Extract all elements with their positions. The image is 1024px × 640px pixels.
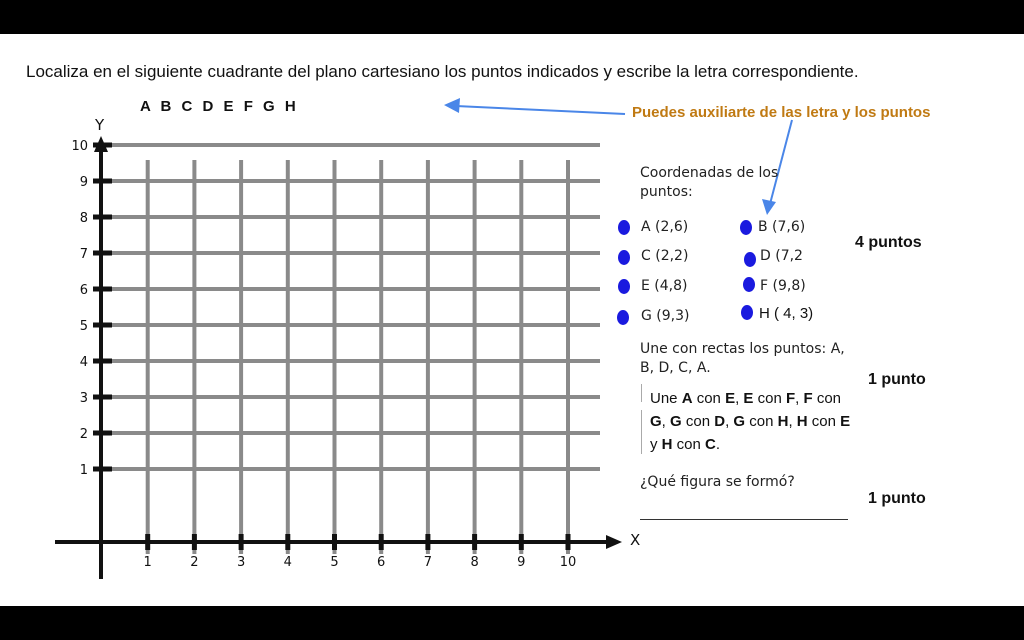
y-tick-label: 8 xyxy=(79,211,88,226)
point-label-f: F (9,8) xyxy=(760,278,806,294)
x-tick-label: 2 xyxy=(190,555,199,570)
point-dot-b xyxy=(740,220,752,235)
letter-f: F xyxy=(243,98,253,115)
x-tick-labels xyxy=(144,555,577,570)
x-tick-label: 3 xyxy=(236,555,246,570)
y-tick-label: 4 xyxy=(79,355,88,370)
text-cursor-bar xyxy=(641,384,642,402)
x-tick-label: 1 xyxy=(143,555,152,570)
letter-b: B xyxy=(160,98,172,115)
slide xyxy=(0,34,1024,606)
x-tick-label: 9 xyxy=(517,555,526,570)
y-tick-label: 9 xyxy=(79,175,88,190)
x-tick-label: 10 xyxy=(559,555,577,570)
y-tick-label: 7 xyxy=(79,247,88,262)
point-dot-e xyxy=(618,279,630,294)
point-label-g: G (9,3) xyxy=(641,308,690,324)
x-tick-label: 5 xyxy=(330,555,339,570)
y-tick-labels xyxy=(71,139,88,478)
hint-arrow-left xyxy=(444,98,625,114)
point-dot-d xyxy=(744,252,756,267)
point-label-b: B (7,6) xyxy=(758,219,806,235)
text-cursor-bar xyxy=(641,410,642,454)
question-text: ¿Qué figura se formó? xyxy=(640,474,795,490)
join-score: 1 punto xyxy=(868,371,926,388)
letter-c: C xyxy=(181,98,193,115)
point-label-h: H ( 4, 3) xyxy=(759,305,814,322)
instruction-text: Localiza en el siguiente cuadrante del plano cartesiano los puntos indicados y escribe la letra correspondiente. xyxy=(26,62,859,81)
y-tick-label: 5 xyxy=(79,319,88,334)
cartesian-plane xyxy=(0,34,1024,606)
join-instruction-2: Une A con E, E con F, F con G, G con D, G con H, H con E y H con C. xyxy=(650,390,851,453)
letter-d: D xyxy=(202,98,214,115)
x-axis-label: X xyxy=(630,531,641,549)
y-tick-label: 10 xyxy=(71,139,88,154)
axis-ticks xyxy=(93,145,568,550)
x-tick-label: 6 xyxy=(377,555,386,570)
coordinates-title: Coordenadas de los puntos: xyxy=(640,165,779,200)
letter-g: G xyxy=(263,98,275,115)
y-axis-label: Y xyxy=(95,116,105,134)
hint-text: Puedes auxiliarte de las letra y los puntos xyxy=(632,104,931,121)
point-dot-h xyxy=(741,305,753,320)
answer-line[interactable] xyxy=(640,519,848,520)
point-label-d: D (7,2 xyxy=(760,248,803,264)
y-tick-label: 1 xyxy=(79,463,88,478)
point-dot-g xyxy=(617,310,629,325)
question-score: 1 punto xyxy=(868,490,926,507)
point-label-c: C (2,2) xyxy=(641,248,689,264)
letter-e: E xyxy=(223,98,234,115)
point-dot-c xyxy=(618,250,630,265)
grid-lines xyxy=(103,145,600,554)
y-tick-label: 2 xyxy=(79,427,88,442)
x-axis-arrow xyxy=(606,535,622,549)
axes xyxy=(55,136,622,579)
point-dot-a xyxy=(618,220,630,235)
x-tick-label: 7 xyxy=(423,555,433,570)
points-score: 4 puntos xyxy=(855,234,922,251)
letter-a: A xyxy=(140,98,151,115)
point-dot-f xyxy=(743,277,755,292)
x-tick-label: 8 xyxy=(470,555,479,570)
letter-h: H xyxy=(284,98,296,115)
x-tick-label: 4 xyxy=(283,555,292,570)
point-label-a: A (2,6) xyxy=(641,219,689,235)
y-tick-label: 3 xyxy=(79,391,88,406)
point-label-e: E (4,8) xyxy=(641,278,688,294)
y-tick-label: 6 xyxy=(79,283,88,298)
join-instruction-1: Une con rectas los puntos: A, B, D, C, A. xyxy=(640,341,845,376)
